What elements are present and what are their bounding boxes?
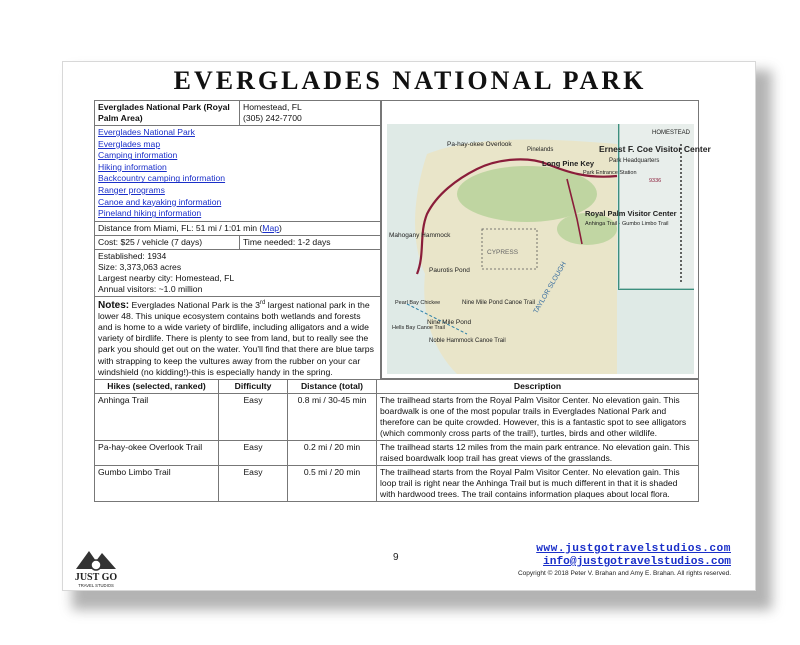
- map-label-noble: Noble Hammock Canoe Trail: [429, 338, 506, 344]
- established: Established: 1934: [98, 250, 167, 261]
- link-everglades-map[interactable]: Everglades map: [98, 138, 161, 149]
- link-everglades-np[interactable]: Everglades National Park: [98, 127, 195, 137]
- hike-distance: 0.2 mi / 20 min: [288, 441, 377, 466]
- notes-text-2: largest national park in the lower 48. This unique ecosystem contains both wetlands and forests and is home to a wide variety of birdlife, including alligators and a wide variety of birdlife. There is plenty to see from land, but to really see the park you should get out on the water. You'll find that there are blue tarps with strapping to keep the vultures away from the rubber on your car windshield (no kidding!)-this is especially handy in the spring.: [98, 299, 374, 377]
- link-backcountry[interactable]: Backcountry camping information: [98, 173, 226, 184]
- distance-cell: [95, 221, 381, 235]
- page-number: 9: [393, 552, 399, 563]
- link-camping[interactable]: Camping information: [98, 150, 178, 161]
- map-cell: [381, 100, 711, 379]
- link-ranger[interactable]: Ranger programs: [98, 184, 165, 195]
- header-hikes: Hikes (selected, ranked): [95, 380, 219, 394]
- map-label-longpine: Long Pine Key: [542, 159, 595, 168]
- table-row: [95, 394, 699, 441]
- park-phone: (305) 242-7700: [243, 113, 302, 123]
- map-label-pearl: Pearl Bay Chickee: [395, 300, 441, 306]
- header-distance: Distance (total): [288, 380, 377, 394]
- link-pineland[interactable]: Pineland hiking information: [98, 208, 202, 219]
- notes-cell: [95, 296, 381, 379]
- map-label-homestead: HOMESTEAD: [652, 130, 691, 136]
- park-name: Everglades National Park (Royal Palm Area): [98, 102, 230, 123]
- hike-distance: 0.8 mi / 30-45 min: [288, 394, 377, 441]
- email-link[interactable]: info@justgotravelstudios.com: [543, 556, 731, 568]
- hike-difficulty: Easy: [219, 466, 288, 502]
- map-label-entrance: Park Entrance Station: [583, 170, 637, 176]
- map-label-road: 9336: [649, 178, 662, 184]
- notes-text-1: Everglades National Park is the 3: [129, 299, 260, 310]
- map-label-pinelands: Pinelands: [527, 147, 554, 153]
- hike-distance: 0.5 mi / 20 min: [288, 466, 377, 502]
- hike-difficulty: Easy: [219, 441, 288, 466]
- map-label-royalpalm: Royal Palm Visitor Center: [585, 209, 677, 218]
- distance-close: ): [279, 222, 282, 233]
- park-map[interactable]: [387, 124, 711, 374]
- time-cell: Time needed: 1-2 days: [240, 235, 381, 249]
- notes-label: Notes:: [98, 299, 130, 311]
- notes-sup: rd: [260, 299, 266, 306]
- website-link[interactable]: www.justgotravelstudios.com: [536, 543, 731, 555]
- hike-difficulty: Easy: [219, 394, 288, 441]
- size: Size: 3,373,063 acres: [98, 261, 182, 272]
- hike-name: Pa-hay-okee Overlook Trail: [95, 441, 219, 466]
- map-label-ninemilepond: Nine Mile Pond: [427, 319, 472, 326]
- logo-subtext: TRAVEL STUDIOS: [78, 583, 114, 588]
- map-label-hells: Hells Bay Canoe Trail: [392, 325, 445, 331]
- hike-name: Anhinga Trail: [95, 394, 219, 441]
- map-label-taylor: TAYLOR SLOUGH: [532, 260, 568, 315]
- link-hiking[interactable]: Hiking information: [98, 161, 167, 172]
- copyright: Copyright © 2018 Peter V. Brahan and Amy E. Brahan. All rights reserved.: [517, 570, 731, 577]
- map-label-cypress: CYPRESS: [487, 249, 519, 256]
- park-name-cell: [95, 101, 240, 126]
- hike-description: The trailhead starts from the Royal Palm Visitor Center. No elevation gain. This boardwalk is one of the most popular trails in Everglades National Park and therefore can be quite crowded. However, this is a fantastic spot to see alligators (which commonly cross parts of the trail!), turtles, birds and other wildlife.: [377, 394, 699, 441]
- hike-description: The trailhead starts 12 miles from the main park entrance. No elevation gain. This raised boardwalk loop trail has great views of the grasslands.: [377, 441, 699, 466]
- distance-map-link[interactable]: Map: [262, 222, 279, 233]
- visitors: Annual visitors: ~1.0 million: [98, 283, 203, 294]
- park-info-table: [94, 100, 381, 380]
- logo-sun-icon: [91, 560, 101, 570]
- links-cell: [95, 126, 381, 222]
- park-location: Homestead, FL: [243, 102, 302, 112]
- map-label-coe: Ernest F. Coe Visitor Center: [599, 144, 711, 154]
- facts-cell: [95, 249, 381, 296]
- park-location-cell: [240, 101, 381, 126]
- distance-text: Distance from Miami, FL: 51 mi / 1:01 min (: [98, 222, 263, 233]
- page-title: EVERGLADES NATIONAL PARK: [173, 66, 647, 95]
- map-label-coe-sub: Park Headquarters: [609, 158, 660, 164]
- header-description: Description: [377, 380, 699, 394]
- header-difficulty: Difficulty: [219, 380, 288, 394]
- cost-cell: Cost: $25 / vehicle (7 days): [95, 235, 240, 249]
- map-label-mahogany: Mahogany Hammock: [389, 232, 451, 239]
- map-label-pahayokee: Pa-hay-okee Overlook: [447, 141, 512, 148]
- map-label-royalpalm-sub: Anhinga Trail · Gumbo Limbo Trail: [585, 221, 669, 227]
- table-row: [95, 466, 699, 502]
- just-go-logo: [71, 539, 121, 589]
- nearby-city: Largest nearby city: Homestead, FL: [98, 272, 235, 283]
- map-label-paurotis: Paurotis Pond: [429, 267, 470, 274]
- map-label-ninemile: Nine Mile Pond Canoe Trail: [462, 300, 536, 306]
- link-canoe[interactable]: Canoe and kayaking information: [98, 196, 222, 207]
- table-row: [95, 441, 699, 466]
- logo-text: JUST GO: [74, 572, 118, 583]
- hikes-table: [94, 379, 699, 502]
- hike-description: The trailhead starts from the Royal Palm Visitor Center. No elevation gain. This loop trail is right near the Anhinga Trail but is much different in that it is shaded with hardwood trees. The trail contains information plaques about local flora.: [377, 466, 699, 502]
- hike-name: Gumbo Limbo Trail: [95, 466, 219, 502]
- document-page: [62, 61, 756, 591]
